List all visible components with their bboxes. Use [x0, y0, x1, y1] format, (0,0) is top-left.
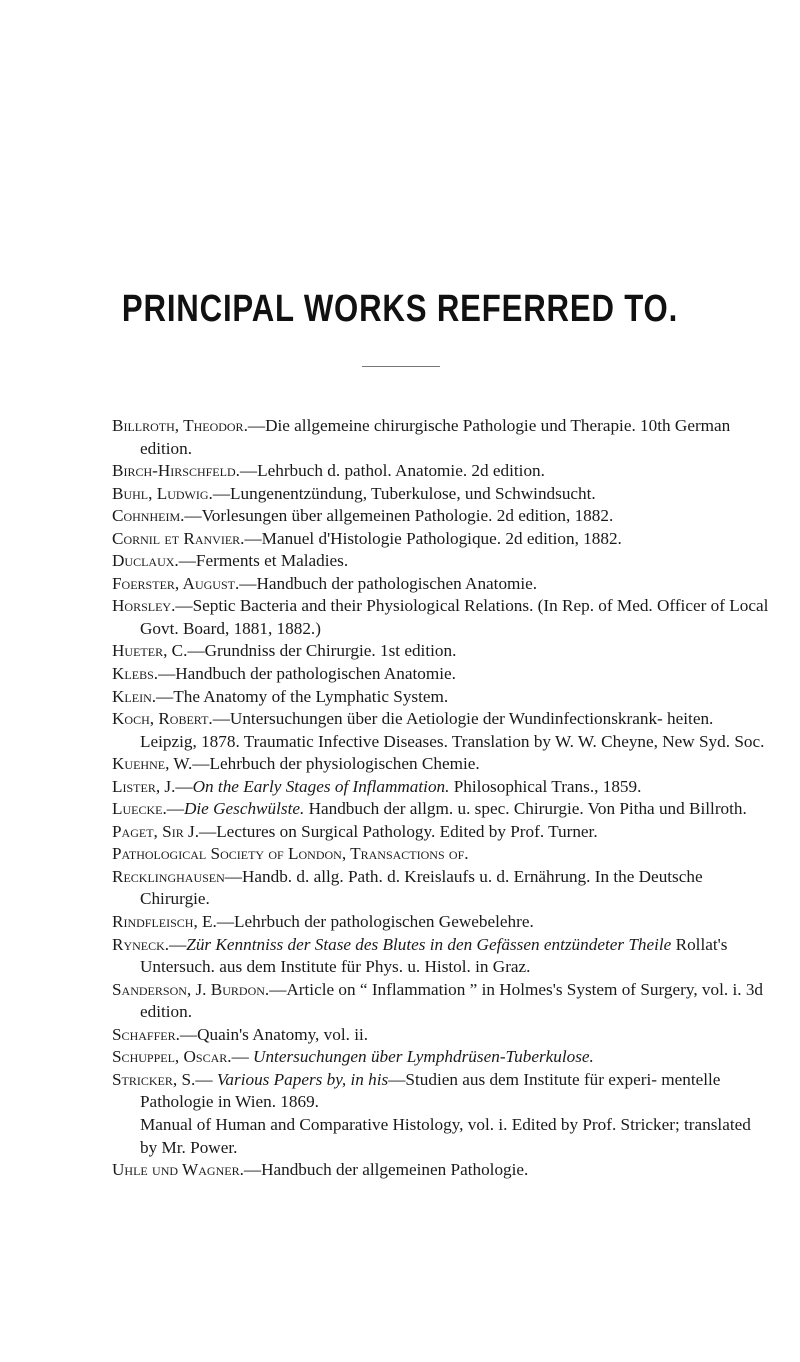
bibliography-entry [112, 640, 772, 663]
bibliography-list [112, 415, 772, 1182]
bibliography-entry [112, 911, 772, 934]
entry-author: Horsley. [112, 596, 176, 616]
entry-text: —Vorlesungen über allgemeinen Pathologie. 2d edition, 1882. [184, 506, 614, 526]
entry-author: Schaffer. [112, 1024, 180, 1044]
entry-text: —Septic Bacteria and their Physiological Relations. (In Rep. of Med. Officer of Local Govt. Board, 1881, 1882.) [140, 596, 769, 638]
bibliography-entry [112, 708, 772, 753]
entry-dash: — [175, 776, 193, 796]
entry-author: Cohnheim. [112, 506, 185, 526]
bibliography-entry [112, 798, 772, 821]
bibliography-entry [112, 483, 772, 506]
entry-author: Kuehne, W. [112, 754, 193, 774]
entry-italic-title: Various Papers by, in his [216, 1069, 389, 1089]
entry-text: —Grundniss der Chirurgie. 1st edition. [187, 641, 457, 661]
entry-italic-title: Die Geschwülste. [183, 799, 305, 819]
entry-dash: — [195, 1069, 217, 1089]
bibliography-entry [112, 460, 772, 483]
entry-text: —Handbuch der allgemeinen Pathologie. [243, 1160, 529, 1180]
bibliography-entry [112, 415, 772, 460]
bibliography-entry [112, 776, 772, 799]
entry-text: Philosophical Trans., 1859. [449, 776, 642, 796]
page-title: PRINCIPAL WORKS REFERRED TO. [121, 288, 679, 330]
entry-text: —Die allgemeine chirurgische Pathologie und Therapie. 10th German edition. [140, 416, 731, 458]
entry-italic-title: Zür Kenntniss der Stase des Blutes in den Gefässen entzündeter Theile [186, 934, 672, 954]
entry-author: Recklinghausen [112, 866, 225, 886]
bibliography-entry [112, 1069, 772, 1114]
bibliography-entry [112, 934, 772, 979]
entry-text: —Studien aus dem Institute für experi- mentelle Pathologie in Wien. 1869. [140, 1069, 721, 1112]
entry-text: —Handbuch der pathologischen Anatomie. [239, 573, 538, 593]
entry-author: Hueter, C. [112, 641, 188, 661]
bibliography-entry [112, 528, 772, 551]
entry-text: —Lehrbuch der pathologischen Gewebelehre. [216, 912, 534, 932]
entry-text: —Handbuch der pathologischen Anatomie. [158, 664, 456, 684]
entry-text: —Article on “ Inflammation ” in Holmes's System of Surgery, vol. i. 3d edition. [140, 979, 764, 1022]
entry-text: Manual of Human and Comparative Histology, vol. i. Edited by Prof. Stricker; translated by Mr. Power. [140, 1114, 751, 1157]
entry-author: Paget, Sir J. [112, 821, 199, 841]
bibliography-entry [112, 595, 772, 640]
entry-author: Stricker, S. [112, 1069, 196, 1089]
entry-author: Pathological Society of London, Transactions of. [112, 844, 469, 864]
entry-author: Birch-Hirschfeld. [112, 461, 240, 481]
bibliography-entry [112, 1114, 772, 1159]
entry-text: —Lungenentzündung, Tuberkulose, und Schwindsucht. [212, 483, 596, 503]
entry-author: Lister, J. [112, 776, 176, 796]
entry-text: —Untersuchungen über die Aetiologie der Wundinfectionskrank- heiten. Leipzig, 1878. Traumatic Infective Diseases. Translation by W. W. Cheyne, New Syd. Soc. [140, 709, 765, 751]
entry-author: Rindfleisch, E. [112, 912, 217, 932]
bibliography-entry [112, 573, 772, 596]
entry-author: Buhl, Ludwig. [112, 483, 213, 503]
bibliography-entry [112, 821, 772, 844]
bibliography-entry [112, 1159, 772, 1182]
bibliography-entry [112, 843, 772, 866]
bibliography-entry [112, 550, 772, 573]
title-rule [362, 366, 440, 367]
entry-italic-title: Untersuchungen über Lymphdrüsen-Tuberkulose. [253, 1047, 594, 1067]
entry-text: —Quain's Anatomy, vol. ii. [179, 1024, 369, 1044]
entry-author: Billroth, Theodor. [112, 416, 248, 435]
entry-author: Klein. [112, 686, 157, 706]
bibliography-entry [112, 1024, 772, 1047]
bibliography-entry [112, 505, 772, 528]
entry-author: Uhle und Wagner. [112, 1160, 244, 1180]
entry-dash: — [169, 934, 187, 954]
bibliography-entry [112, 866, 772, 911]
bibliography-entry [112, 686, 772, 709]
entry-dash: — [166, 799, 184, 819]
entry-text: —Lehrbuch der physiologischen Chemie. [192, 754, 480, 774]
entry-italic-title: On the Early Stages of Inflammation. [192, 776, 450, 796]
entry-text: —Lehrbuch d. pathol. Anatomie. 2d edition. [239, 461, 545, 481]
entry-author: Schuppel, Oscar. [112, 1047, 232, 1067]
entry-author: Foerster, August. [112, 573, 240, 593]
entry-author: Duclaux. [112, 551, 179, 571]
bibliography-entry [112, 753, 772, 776]
bibliography-entry [112, 1046, 772, 1069]
entry-dash: — [231, 1047, 254, 1067]
entry-author: Luecke. [112, 799, 167, 819]
entry-author: Ryneck. [112, 934, 170, 954]
entry-text: —Ferments et Maladies. [178, 551, 349, 571]
entry-author: Klebs. [112, 664, 159, 684]
entry-text: Handbuch der allgm. u. spec. Chirurgie. Von Pitha und Billroth. [304, 799, 747, 819]
entry-author: Sanderson, J. Burdon. [112, 979, 270, 999]
entry-text: —The Anatomy of the Lymphatic System. [156, 686, 449, 706]
entry-text: —Handb. d. allg. Path. d. Kreislaufs u. d. Ernährung. In the Deutsche Chirurgie. [140, 866, 703, 909]
entry-text: —Manuel d'Histologie Pathologique. 2d edition, 1882. [244, 528, 622, 548]
entry-text: —Lectures on Surgical Pathology. Edited by Prof. Turner. [199, 821, 598, 841]
bibliography-entry [112, 979, 772, 1024]
entry-text: Rollat's Untersuch. aus dem Institute für Phys. u. Histol. in Graz. [140, 934, 728, 977]
entry-author: Cornil et Ranvier. [112, 528, 245, 548]
bibliography-entry [112, 663, 772, 686]
entry-author: Koch, Robert. [112, 709, 213, 729]
